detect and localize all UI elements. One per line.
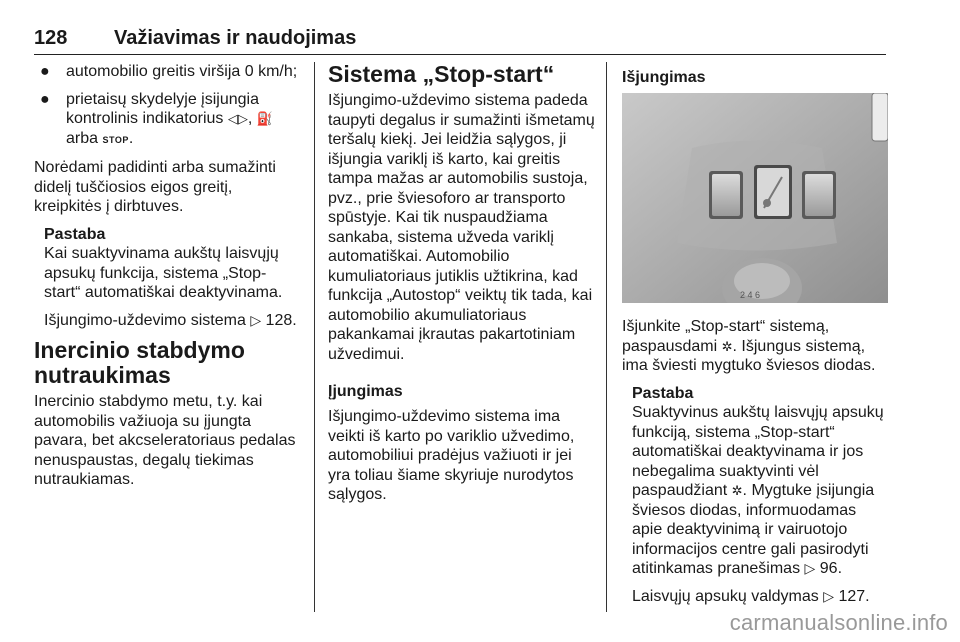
subsection-heading: Išjungimas (622, 69, 706, 86)
list-item: ● prietaisų skydelyje įsijungia kontrolinis indikatorius ◁▷, ⛽ arba STOP. (40, 90, 273, 147)
autostop-indicator-icon: ◁▷ (227, 111, 248, 126)
note-title: Pastaba (632, 384, 694, 402)
bullet-icon: ● (40, 63, 50, 80)
column-1 (34, 62, 306, 498)
cross-reference[interactable]: Laisvųjų apsukų valdymas ▷ 127. (632, 587, 870, 605)
stop-start-button-photo (622, 93, 888, 303)
column-divider (314, 62, 315, 612)
subsection-heading: Įjungimas (328, 383, 403, 400)
page-ref-arrow-icon: ▷ (250, 311, 262, 328)
running-title: Važiavimas ir naudojimas (114, 27, 357, 49)
stop-start-button-icon: ✲ (721, 338, 733, 354)
paragraph: Norėdami padidinti arba sumažinti didelį tuščiosios eigos greitį, kreipkitės į dirbtuves. (34, 159, 276, 215)
page-ref-arrow-icon: ▷ (823, 587, 834, 604)
page-number: 128 (34, 27, 68, 49)
bullet-icon: ● (40, 90, 50, 108)
watermark: carmanualsonline.info (729, 610, 948, 635)
stop-indicator-icon: STOP (102, 134, 129, 145)
column-2 (328, 62, 600, 513)
note-block: Pastaba Suaktyvinus aukštų laisvųjų apsukų funkciją, sistema „Stop-start“ automatiškai deaktyvinama ir jos nebegalima suaktyvinti vėl paspaudžiant ✲. Mygtuke įsijungia šviesos diodas, informuodamas apie deaktyvinimą ir vairuotojo informacijos centre gali pasirodyti atitinkamas pranešimas ▷ 96. (632, 384, 888, 579)
page-ref-arrow-icon: ▷ (804, 560, 816, 576)
paragraph: Išjungimo-uždevimo sistema padeda taupyti degalus ir sumažinti išmetamų teršalų kiekį. Jei leidžia sąlygos, ji išjungia variklį iš karto, kai greitis tampa mažas ar automobilis sustoja, pvz., prie šviesoforo ar transporto spūstyje. Kai tik nuspaudžiama sankaba, sistema užveda variklį automatiškai. Automobilio kumuliatoriaus jutiklis užtikrina, kad funkcija „Autostop“ veiktų tik tada, kai automobilio akumuliatoriaus pakankamai įkrautas pakartotiniam užvedimui. (328, 92, 595, 363)
paragraph: Inercinio stabdymo metu, t.y. kai automobilis važiuoja su įjungta pavara, bet akcseleratoriaus pedalas nenuspaustas, degalų tiekimas nutraukiamas. (34, 393, 296, 488)
stop-start-button-icon: ✲ (731, 483, 743, 498)
column-divider (606, 62, 607, 612)
svg-text:2 4 6: 2 4 6 (740, 290, 761, 300)
page-ref[interactable]: 96. (819, 560, 843, 577)
list-item: ● automobilio greitis viršija 0 km/h; (40, 63, 298, 80)
cross-reference[interactable]: Išjungimo-uždevimo sistema ▷ 128. (44, 311, 297, 329)
paragraph: Išjungimo-uždevimo sistema ima veikti iš karto po variklio užvedimo, automobiliui pradėjus važiuoti ir jei yra toliau šiame skyriuje nurodytos sąlygos. (328, 408, 575, 503)
note-title: Pastaba (44, 225, 106, 243)
page-header (34, 24, 886, 55)
note-block: Pastaba Kai suaktyvinama aukštų laisvųjų apsukų funkcija, sistema „Stop- start“ automatiškai deaktyvinama. (44, 225, 306, 303)
section-heading: Inercinio stabdymo nutraukimas (34, 337, 245, 388)
eco-indicator-icon: ⛽ (256, 111, 273, 126)
paragraph: Išjunkite „Stop-start“ sistemą, paspausdami ✲. Išjungus sistemą, ima šviesti mygtuko šviesos diodas. (622, 318, 876, 374)
column-3 (622, 62, 888, 614)
section-heading: Sistema „Stop-start“ (328, 61, 555, 87)
